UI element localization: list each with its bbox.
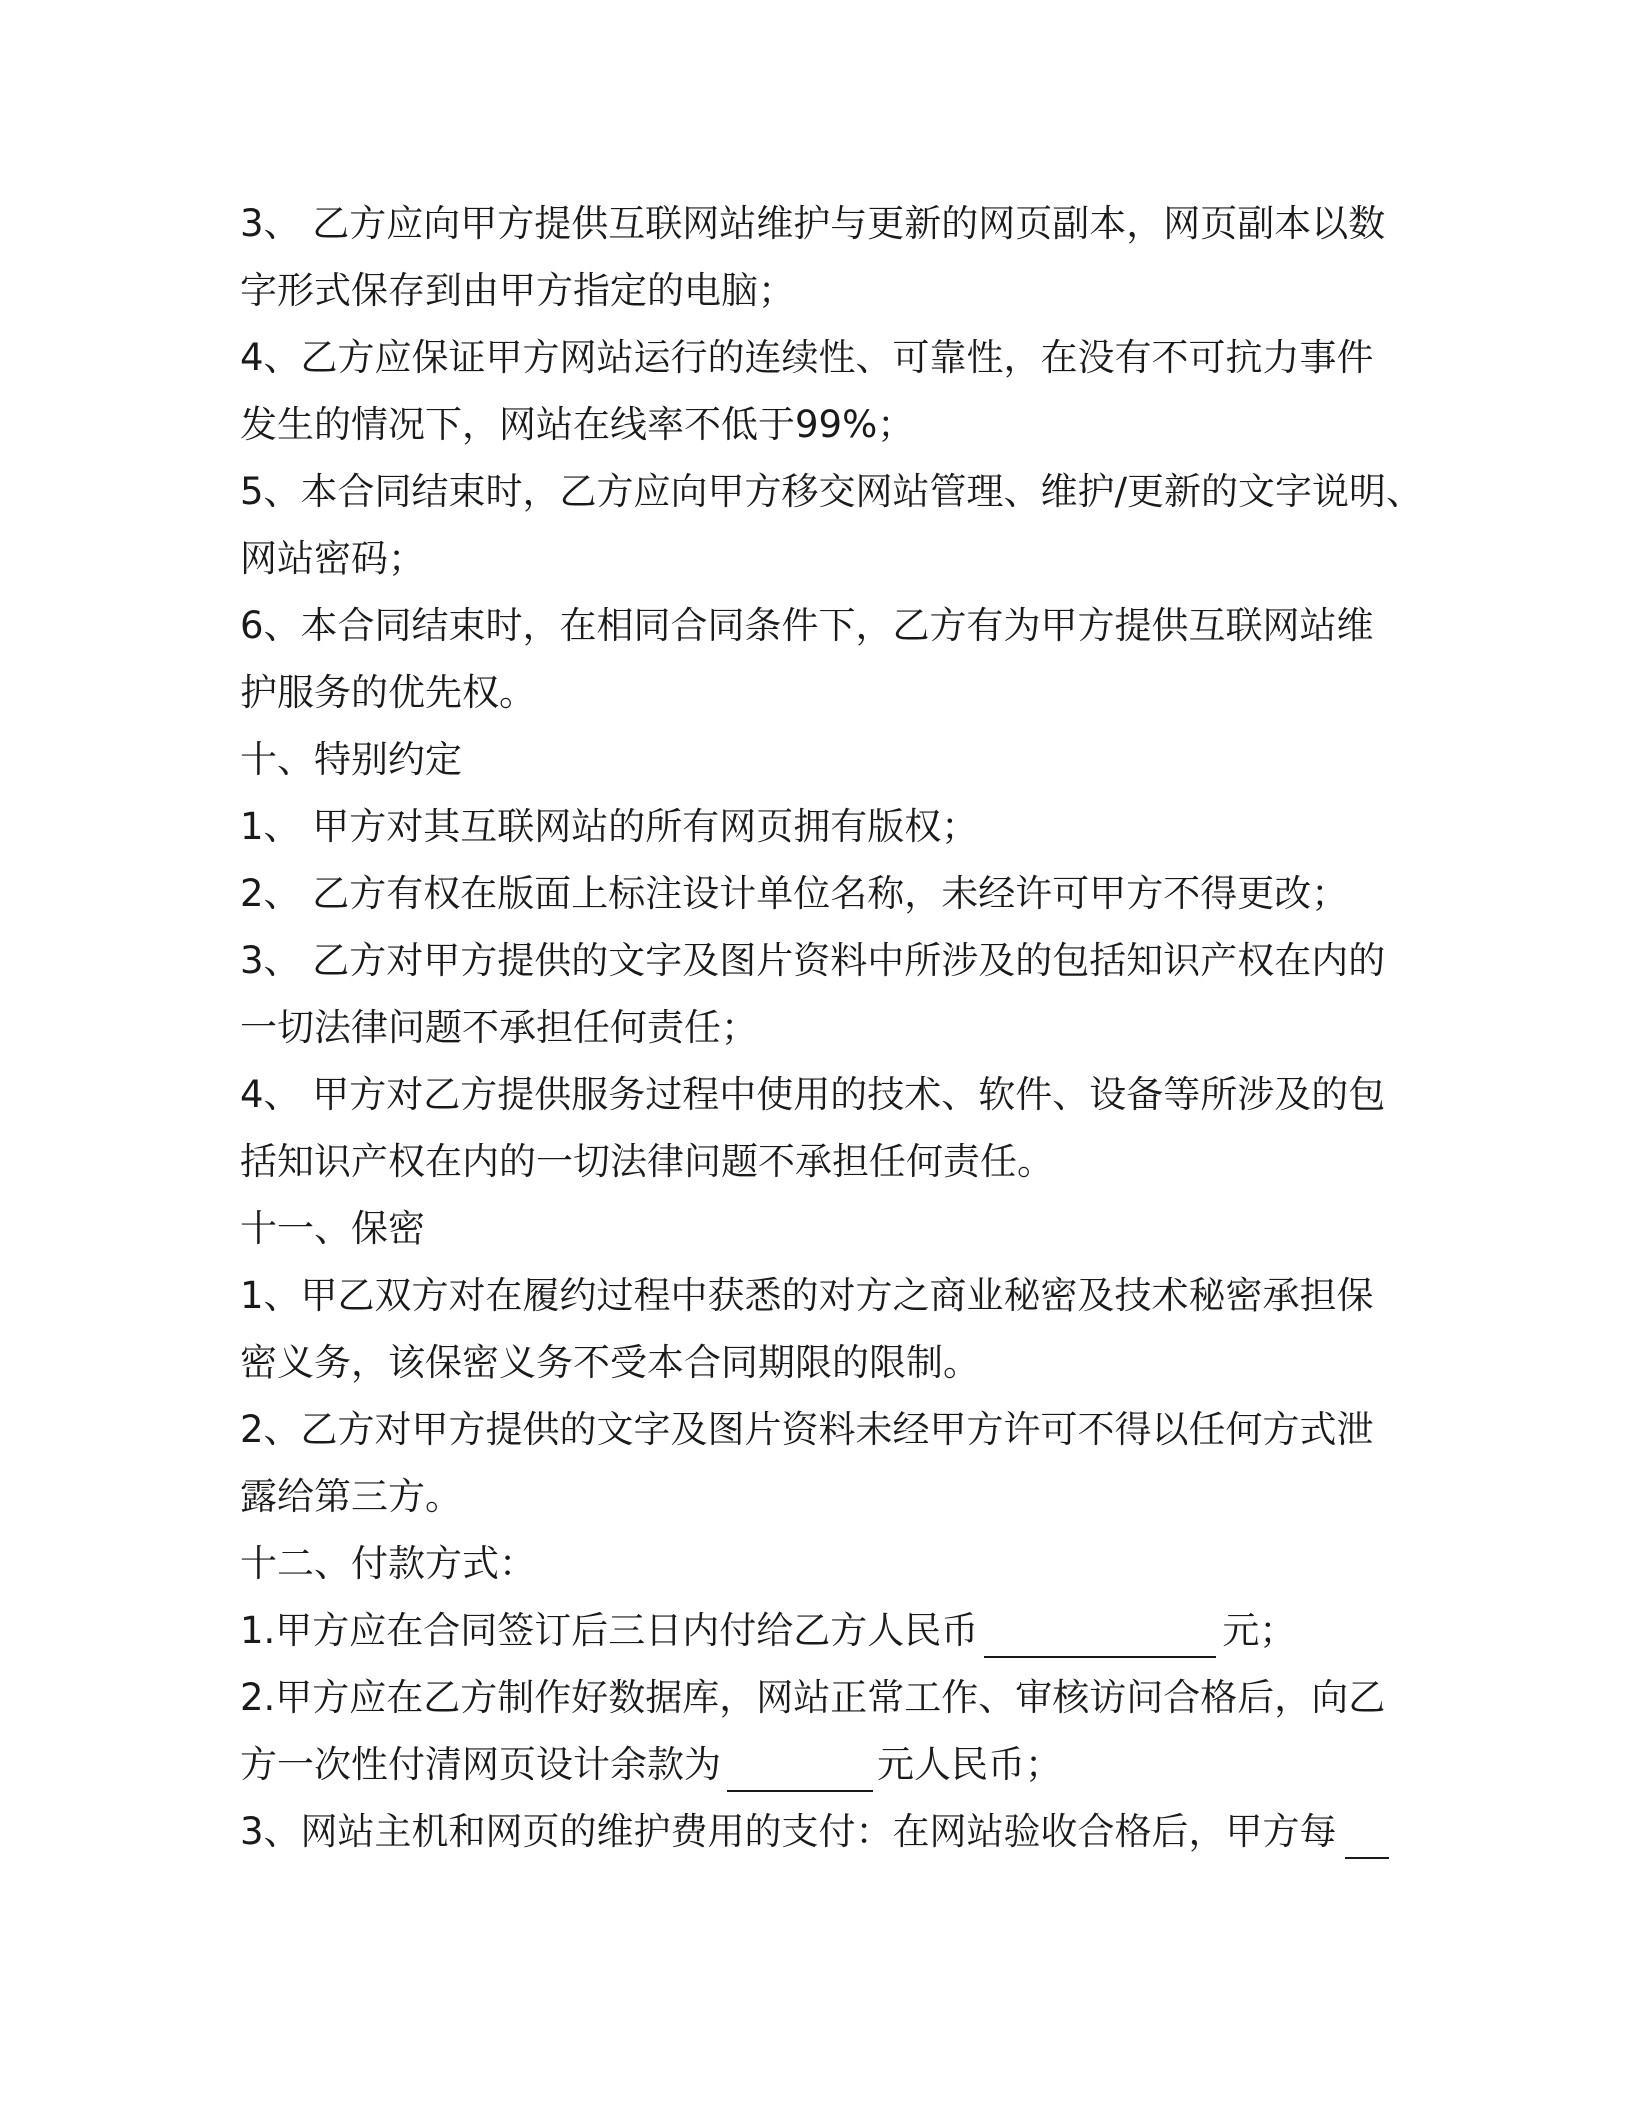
- text-line: 1、甲乙双方对在履约过程中获悉的对方之商业秘密及技术秘密承担保: [240, 1274, 1374, 1317]
- payment-line-1: [240, 1597, 1400, 1664]
- text-line: 4、 甲方对乙方提供服务过程中使用的技术、软件、设备等所涉及的包: [240, 1073, 1386, 1116]
- section-heading-confidentiality: 十一、保密: [240, 1207, 425, 1250]
- fill-in-blank: [1345, 1813, 1389, 1859]
- payment-line-4: [240, 1798, 1400, 1865]
- text-line: 4、乙方应保证甲方网站运行的连续性、可靠性，在没有不可抗力事件: [240, 336, 1374, 379]
- section-heading-special-terms: 十、特别约定: [240, 738, 462, 781]
- payment-line-4-text: 3、网站主机和网页的维护费用的支付：在网站验收合格后，甲方每: [240, 1810, 1337, 1853]
- text-line: 网站密码；: [240, 537, 425, 580]
- text-line: 护服务的优先权。: [240, 671, 536, 714]
- text-line: 1、 甲方对其互联网站的所有网页拥有版权；: [240, 805, 979, 848]
- text-line: 2、乙方对甲方提供的文字及图片资料未经甲方许可不得以任何方式泄: [240, 1408, 1374, 1451]
- text-line: 括知识产权在内的一切法律问题不承担任何责任。: [240, 1140, 1054, 1183]
- text-line: 发生的情况下，网站在线率不低于99%；: [240, 403, 915, 446]
- document-body: [240, 190, 1424, 1865]
- section-heading-payment: 十二、付款方式：: [240, 1542, 536, 1585]
- payment-line-3-text: 方一次性付清网页设计余款为: [240, 1743, 721, 1786]
- text-line: 5、本合同结束时，乙方应向甲方移交网站管理、维护/更新的文字说明、: [240, 470, 1424, 513]
- text-line: 露给第三方。: [240, 1475, 462, 1518]
- payment-line-3: [240, 1731, 1400, 1798]
- payment-line-1-suffix: 元；: [1222, 1609, 1297, 1652]
- text-line: 6、本合同结束时，在相同合同条件下，乙方有为甲方提供互联网站维: [240, 604, 1374, 647]
- payment-line-3-suffix: 元人民币；: [877, 1743, 1062, 1786]
- text-line: 3、 乙方对甲方提供的文字及图片资料中所涉及的包括知识产权在内的: [240, 939, 1386, 982]
- text-line: 一切法律问题不承担任何责任；: [240, 1006, 758, 1049]
- text-line: 3、 乙方应向甲方提供互联网站维护与更新的网页副本，网页副本以数: [240, 202, 1386, 245]
- fill-in-blank: [984, 1612, 1216, 1658]
- text-line: 密义务，该保密义务不受本合同期限的限制。: [240, 1341, 980, 1384]
- text-line: 2、 乙方有权在版面上标注设计单位名称，未经许可甲方不得更改；: [240, 872, 1349, 915]
- text-line: 字形式保存到由甲方指定的电脑；: [240, 269, 795, 312]
- payment-line-2: 2.甲方应在乙方制作好数据库，网站正常工作、审核访问合格后，向乙: [240, 1676, 1386, 1719]
- payment-line-1-text: 1.甲方应在合同签订后三日内付给乙方人民币: [240, 1609, 979, 1652]
- fill-in-blank: [727, 1746, 873, 1792]
